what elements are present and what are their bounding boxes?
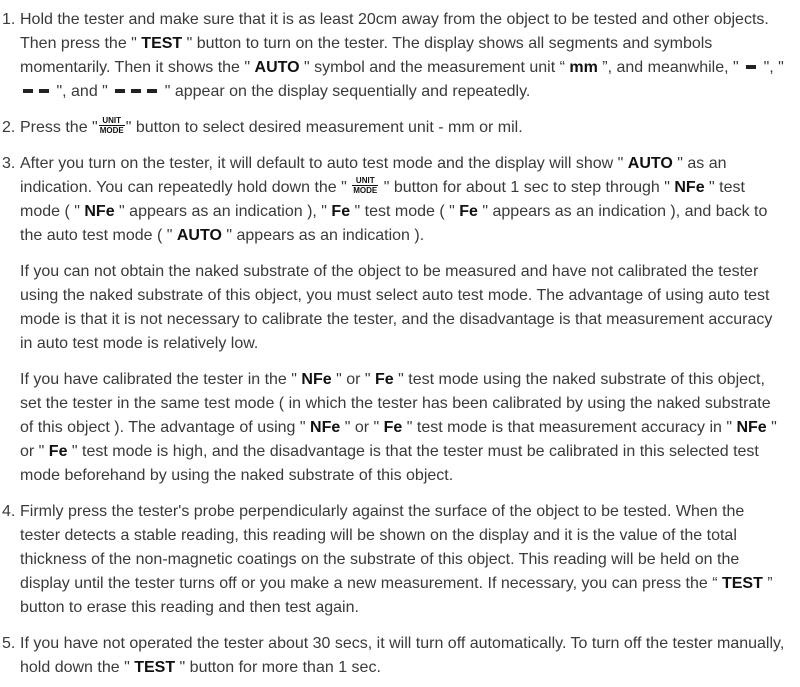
step-number: 3.: [2, 155, 16, 172]
test-button-label: TEST: [134, 659, 176, 676]
auto-symbol-label: AUTO: [176, 227, 222, 244]
note-text: If you can not obtain the naked substrate of the object to be measured and have not calibrated the tester using the naked substrate of this object, you must select auto test mode. The advantage of using auto test mode is that it is not necessary to calibrate the tester, and the disadvantage is that measurement accuracy in auto test mode is relatively low.: [20, 263, 773, 352]
dash-segment-icon: [131, 89, 141, 93]
nfe-mode-label: NFe: [736, 419, 767, 436]
step-5: [2, 632, 788, 680]
dash-segment-icon: [115, 89, 125, 93]
dash-segment-icon: [23, 89, 33, 93]
step-3-note-auto: [2, 260, 788, 356]
fe-mode-label: Fe: [331, 203, 351, 220]
step-3: [2, 152, 788, 248]
step-text: After you turn on the tester, it will default to auto test mode and the display will show " AUTO " as an indication. You can repeatedly hold down the " UNIT MODE " button for about 1 sec to step through " NFe " test mode ( " NFe " appears as an indication ), " Fe " test mode ( " Fe " appears as an indication ), and back to the auto test mode ( " AUTO " appears as an indication ).: [20, 155, 768, 244]
step-number: 2.: [2, 119, 16, 136]
nfe-mode-label: NFe: [310, 419, 341, 436]
unit-mode-button-icon: UNIT MODE: [353, 176, 378, 196]
fe-mode-label: Fe: [459, 203, 478, 220]
auto-symbol-label: AUTO: [254, 59, 300, 76]
step-number: 4.: [2, 503, 16, 520]
mm-unit-label: mm: [569, 59, 598, 76]
step-3-note-calibrated: [2, 368, 788, 488]
fe-mode-label: Fe: [375, 371, 394, 388]
step-text: Firmly press the tester's probe perpendicularly against the surface of the object to be tested. When the tester detects a stable reading, this reading will be shown on the display and it is the value of the total thickness of the non-magnetic coatings on the substrate of this object. This reading will be held on the display until the tester turns off or you make a new measurement. If necessary, you can press the “ TEST ” button to erase this reading and then test again.: [20, 503, 773, 616]
auto-symbol-label: AUTO: [627, 155, 673, 172]
step-text: If you have not operated the tester about 30 secs, it will turn off automatically. To turn off the tester manually, hold down the " TEST " button for more than 1 sec.: [20, 635, 785, 676]
step-4: [2, 500, 788, 620]
nfe-mode-label: NFe: [674, 179, 705, 196]
fe-mode-label: Fe: [48, 443, 68, 460]
nfe-mode-label: NFe: [84, 203, 115, 220]
note-text: If you have calibrated the tester in the " NFe " or " Fe " test mode using the naked substrate of this object, set the tester in the same test mode ( in which the tester has been calibrated by using the naked substrate of this object ). The advantage of using " NFe " or " Fe " test mode is that measurement accuracy in " NFe " or " Fe " test mode is high, and the disadvantage is that the tester must be calibrated in this selected test mode beforehand by using the naked substrate of this object.: [20, 371, 777, 484]
fe-mode-label: Fe: [383, 419, 403, 436]
unit-mode-button-icon: UNIT MODE: [99, 116, 124, 136]
step-number: 5.: [2, 635, 16, 652]
test-button-label: TEST: [141, 35, 183, 52]
test-button-label: TEST: [721, 575, 763, 592]
step-text: Press the " UNIT MODE " button to select desired measurement unit - mm or mil.: [20, 116, 523, 136]
step-number: 1.: [2, 11, 16, 28]
step-1: [2, 8, 788, 104]
step-2: [2, 116, 788, 140]
dash-segment-icon: [39, 89, 49, 93]
dash-segment-icon: [147, 89, 157, 93]
step-text: Hold the tester and make sure that it is as least 20cm away from the object to be tested and other objects. Then press the " TEST " button to turn on the tester. The display shows all segments and symbols momentarily. Then it shows the " AUTO " symbol and the measurement unit “ mm ”, and meanwhile, " ", " ", and " " appear on the display sequentially and repeatedly.: [20, 11, 784, 100]
dash-segment-icon: [746, 65, 756, 69]
nfe-mode-label: NFe: [301, 371, 332, 388]
